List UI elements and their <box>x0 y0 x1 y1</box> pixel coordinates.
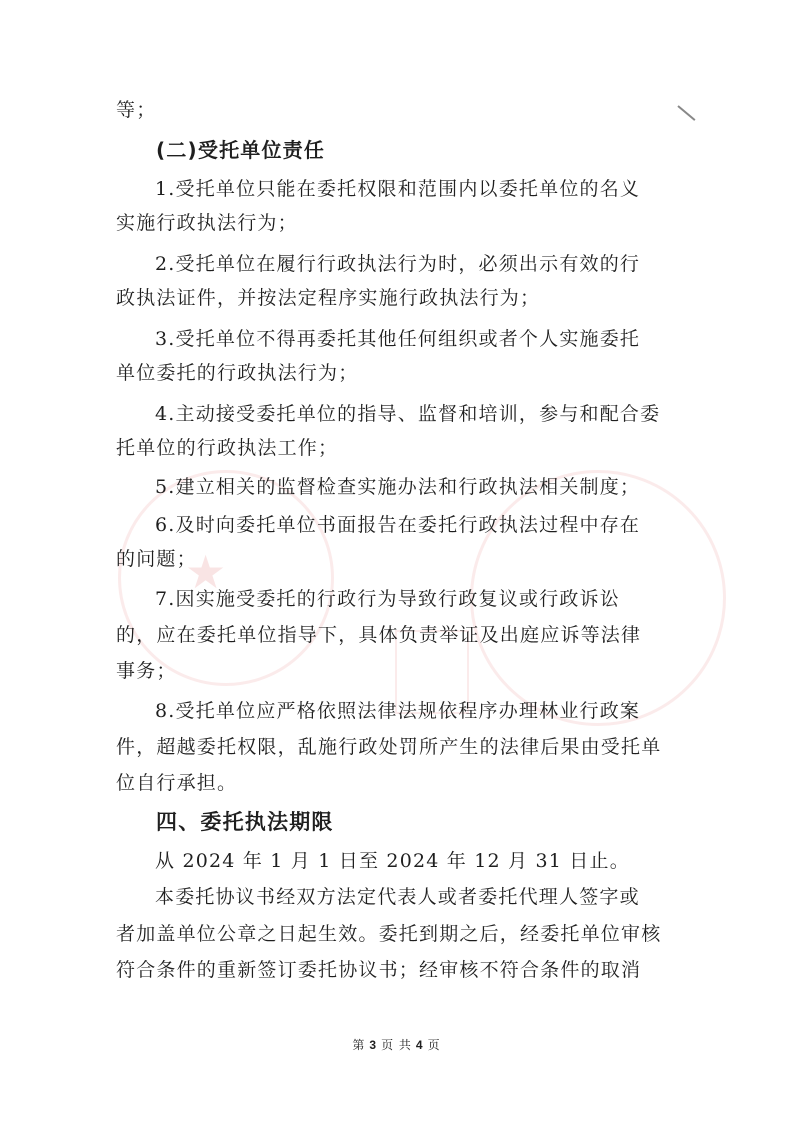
text-line: 事务； <box>116 660 177 682</box>
text-line: 政执法证件，并按法定程序实施行政执法行为； <box>116 287 541 309</box>
text-line: 等； <box>116 99 157 121</box>
page-number: 3 <box>369 1038 378 1052</box>
page-total: 4 <box>415 1038 424 1052</box>
text-line: 8.受托单位应严格依照法律法规依程序办理林业行政案 <box>155 700 641 722</box>
text-line: 单位委托的行政执法行为； <box>116 362 359 384</box>
text-line: 托单位的行政执法工作； <box>116 437 339 459</box>
page-footer <box>0 1036 793 1053</box>
text-line: 符合条件的重新签订委托协议书；经审核不符合条件的取消 <box>116 959 642 981</box>
text-line: 件，超越委托权限，乱施行政处罚所产生的法律后果由受托单 <box>116 736 662 758</box>
text-line: 的问题； <box>116 548 197 570</box>
text-line: 3.受托单位不得再委托其他任何组织或者个人实施委托 <box>155 328 641 350</box>
section-heading: (二)受托单位责任 <box>156 138 326 162</box>
section-heading: 四、委托执法期限 <box>156 810 334 834</box>
text-line: 1.受托单位只能在委托权限和范围内以委托单位的名义 <box>155 178 641 200</box>
text-line: 的，应在委托单位指导下，具体负责举证及出庭应诉等法律 <box>116 624 642 646</box>
seal-star-icon: ★ <box>185 545 227 599</box>
text-line: 位自行承担。 <box>116 772 238 794</box>
text-line: 本委托协议书经双方法定代表人或者委托代理人签字或 <box>155 886 640 908</box>
footer-prefix: 第 <box>352 1038 366 1052</box>
red-seal-stamp <box>118 470 334 686</box>
text-line: 2.受托单位在履行行政执法行为时，必须出示有效的行 <box>155 253 641 275</box>
text-line: 实施行政执法行为； <box>116 212 298 234</box>
text-line: 从 2024 年 1 月 1 日至 2024 年 12 月 31 日止。 <box>155 850 630 872</box>
footer-middle: 页 共 <box>381 1038 412 1052</box>
text-line: 4.主动接受委托单位的指导、监督和培训，参与和配合委 <box>155 403 661 425</box>
text-line: 6.及时向委托单位书面报告在委托行政执法过程中存在 <box>155 514 641 536</box>
text-line: 7.因实施受委托的行政行为导致行政复议或行政诉讼 <box>155 588 620 610</box>
text-line: 者加盖单位公章之日起生效。委托到期之后，经委托单位审核 <box>116 923 662 945</box>
text-line: 5.建立相关的监督检查实施办法和行政执法相关制度； <box>155 476 641 498</box>
footer-suffix: 页 <box>427 1038 441 1052</box>
